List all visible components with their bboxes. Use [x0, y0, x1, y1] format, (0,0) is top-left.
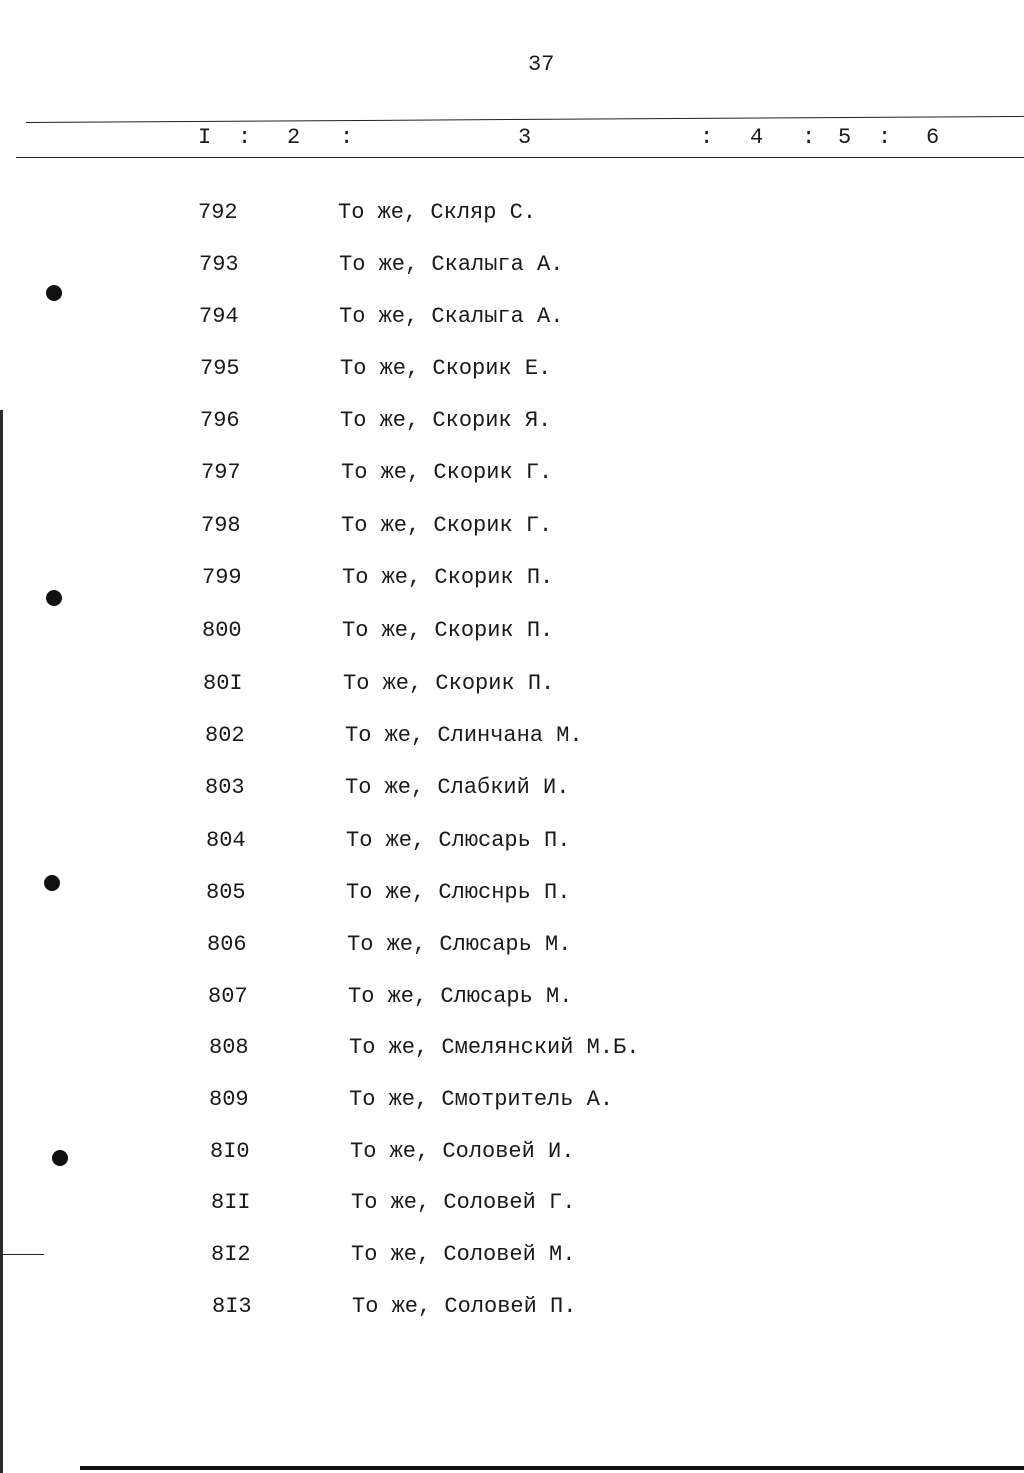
header-col-1: I — [198, 125, 212, 150]
header-separator: : — [700, 125, 714, 150]
row-description: То же, Скорик П. — [343, 671, 555, 696]
row-description: То же, Скалыга А. — [339, 252, 564, 277]
row-description: То же, Слюснрь П. — [346, 880, 571, 905]
row-description: То же, Слюсарь М. — [347, 932, 572, 957]
header-col-5: 5 — [838, 125, 852, 150]
row-number: 798 — [201, 513, 241, 538]
row-number: 804 — [206, 828, 246, 853]
header-col-6: 6 — [926, 125, 940, 150]
row-description: То же, Скорик Г. — [341, 460, 553, 485]
header-separator: : — [802, 125, 816, 150]
table-header — [0, 121, 1024, 155]
row-description: То же, Смелянский М.Б. — [349, 1035, 640, 1060]
scan-left-edge — [0, 410, 3, 1473]
punch-hole — [46, 285, 62, 301]
row-number: 797 — [201, 460, 241, 485]
row-number: 792 — [198, 200, 238, 225]
row-description: То же, Слинчана М. — [345, 723, 583, 748]
row-description: То же, Слюсарь М. — [348, 984, 573, 1009]
header-bottom-rule — [16, 157, 1024, 158]
header-col-3: 3 — [518, 125, 532, 150]
page-bottom-rule — [80, 1466, 1024, 1470]
header-col-2: 2 — [287, 125, 301, 150]
punch-hole — [44, 875, 60, 891]
header-separator: : — [340, 125, 354, 150]
row-description: То же, Соловей И. — [350, 1139, 575, 1164]
row-number: 808 — [209, 1035, 249, 1060]
row-description: То же, Скорик П. — [342, 565, 554, 590]
row-number: 80I — [203, 671, 243, 696]
row-description: То же, Скалыга А. — [339, 304, 564, 329]
punch-hole — [52, 1150, 68, 1166]
header-separator: : — [878, 125, 892, 150]
row-number: 799 — [202, 565, 242, 590]
row-description: То же, Соловей П. — [352, 1294, 577, 1319]
header-separator: : — [238, 125, 252, 150]
row-number: 800 — [202, 618, 242, 643]
row-number: 803 — [205, 775, 245, 800]
row-description: То же, Соловей Г. — [351, 1190, 576, 1215]
row-number: 806 — [207, 932, 247, 957]
row-number: 796 — [200, 408, 240, 433]
page-number: 37 — [528, 52, 555, 77]
row-description: То же, Скорик Г. — [341, 513, 553, 538]
row-number: 809 — [209, 1087, 249, 1112]
row-number: 802 — [205, 723, 245, 748]
margin-mark — [0, 1254, 44, 1255]
row-description: То же, Скляр С. — [338, 200, 537, 225]
row-description: То же, Скорик Я. — [340, 408, 552, 433]
row-description: То же, Слюсарь П. — [346, 828, 571, 853]
row-description: То же, Смотритель А. — [349, 1087, 614, 1112]
row-number: 793 — [199, 252, 239, 277]
row-number: 795 — [200, 356, 240, 381]
header-col-4: 4 — [750, 125, 764, 150]
row-number: 807 — [208, 984, 248, 1009]
row-number: 8I2 — [211, 1242, 251, 1267]
row-number: 794 — [199, 304, 239, 329]
punch-hole — [46, 590, 62, 606]
row-description: То же, Слабкий И. — [345, 775, 570, 800]
row-number: 805 — [206, 880, 246, 905]
row-number: 8I3 — [212, 1294, 252, 1319]
row-description: То же, Скорик Е. — [340, 356, 552, 381]
row-description: То же, Соловей М. — [351, 1242, 576, 1267]
row-description: То же, Скорик П. — [342, 618, 554, 643]
row-number: 8II — [211, 1190, 251, 1215]
row-number: 8I0 — [210, 1139, 250, 1164]
